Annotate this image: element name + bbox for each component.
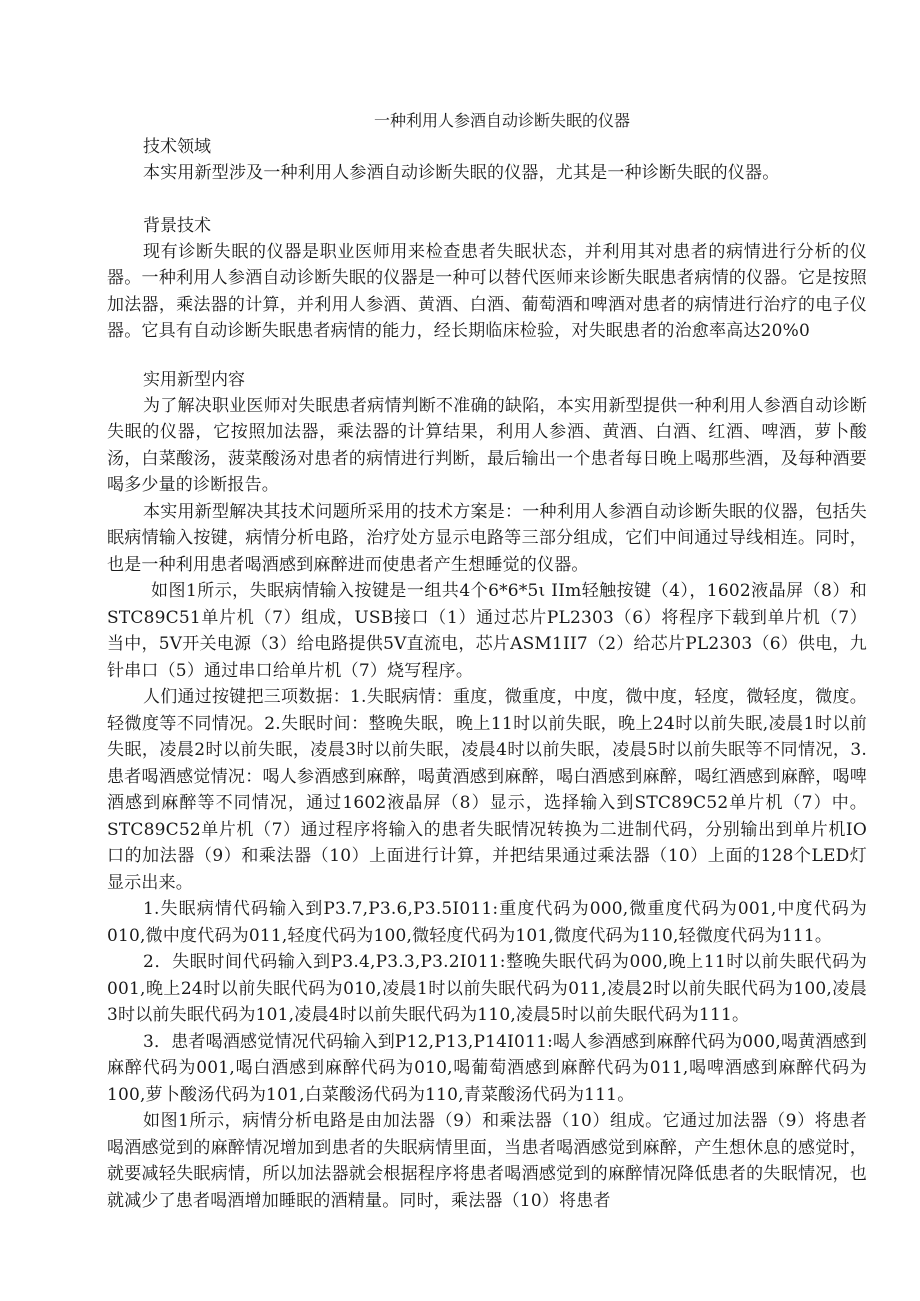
paragraph-field: 本实用新型涉及一种利用人参酒自动诊断失眠的仪器，尤其是一种诊断失眠的仪器。 — [143, 163, 780, 183]
paragraph-code-list-3: 3．患者喝酒感觉情况代码输入到P12,P13,P14I011:喝人参酒感到麻醉代码为000,喝黄酒感到麻醉代码为001,喝白酒感到麻醉代码为010,喝葡萄酒感到麻醉代码为011,喝啤酒感到麻醉代码为100,萝卜酸汤代码为101,白菜酸汤代码为110,青菜酸汤代码为111。 — [107, 1031, 867, 1105]
paragraph-content-8: 如图1所示，病情分析电路是由加法器（9）和乘法器（10）组成。它通过加法器（9）将患者喝酒感觉到的麻醉情况增加到患者的失眠病情里面，当患者喝酒感觉到麻醉，产生想休息的感觉时，就要减轻失眠病情，所以加法器就会根据程序将患者喝酒感觉到的麻醉情况降低患者的失眠情况，也就减少了患者喝酒增加睡眠的酒精量。同时，乘法器（10）将患者 — [107, 1111, 867, 1211]
section-heading-content: 实用新型内容 — [143, 369, 245, 390]
section-spacer — [107, 187, 867, 213]
paragraph-code-list-2: 2．失眠时间代码输入到P3.4,P3.3,P3.2I011:整晚失眠代码为000,晚上11时以前失眠代码为001,晚上24时以前失眠代码为010,凌晨1时以前失眠代码为011,凌晨2时以前失眠代码为100,凌晨3时以前失眠代码为101,凌晨4时以前失眠代码为110,凌晨5时以前失眠代码为111。 — [107, 952, 867, 1025]
section-heading-field: 技术领域 — [143, 137, 211, 157]
paragraph-background: 现有诊断失眠的仪器是职业医师用来检查患者失眠状态，并利用其对患者的病情进行分析的仪器。一种利用人参酒自动诊断失眠的仪器是一种可以替代医师来诊断失眠患者病情的仪器。它是按照加法器，乘法器的计算，并利用人参酒、黄酒、白酒、葡萄酒和啤酒对患者的病情进行治疗的电子仪器。它具有自动诊断失眠患者病情的能力，经长期临床检验，对失眠患者的治愈率高达20%0 — [107, 241, 867, 341]
paragraph-content-1: 为了解决职业医师对失眠患者病情判断不准确的缺陷，本实用新型提供一种利用人参酒自动诊断失眠的仪器，它按照加法器，乘法器的计算结果，利用人参酒、黄酒、白酒、红酒、啤酒，萝卜酸汤，白菜酸汤，菠菜酸汤对患者的病情进行判断，最后输出一个患者每日晚上喝那些酒，及每种酒要喝多少量的诊断报告。 — [107, 395, 867, 495]
document-title: 一种利用人参酒自动诊断失眠的仪器 — [373, 111, 630, 130]
section-spacer — [107, 345, 867, 367]
document-page — [107, 108, 867, 1214]
paragraph-content-4: 人们通过按键把三项数据：1.失眠病情：重度，微重度，中度，微中度，轻度，微轻度，微度。轻微度等不同情况。2.失眠时间：整晚失眠，晚上11时以前失眠，晚上24时以前失眠,凌晨1时以前失眠，凌晨2时以前失眠，凌晨3时以前失眠，凌晨4时以前失眠，凌晨5时以前失眠等不同情况，3.患者喝酒感觉情况：喝人参酒感到麻醉，喝黄酒感到麻醉，喝白酒感到麻醉，喝红酒感到麻醉，喝啤酒感到麻醉等不同情况，通过1602液晶屏（8）显示，选择输入到STC89C52单片机（7）中。STC89C52单片机（7）通过程序将输入的患者失眠情况转换为二进制代码，分别输出到单片机IO口的加法器（9）和乘法器（10）上面进行计算，并把结果通过乘法器（10）上面的128个LED灯显示出来。 — [107, 687, 867, 893]
section-heading-background: 背景技术 — [143, 215, 211, 236]
paragraph-content-2: 本实用新型解决其技术问题所采用的技术方案是：一种利用人参酒自动诊断失眠的仪器，包括失眠病情输入按键，病情分析电路，治疗处方显示电路等三部分组成，它们中间通过导线相连。同时，也是一种利用患者喝酒感到麻醉进而使患者产生想睡觉的仪器。 — [107, 501, 867, 575]
paragraph-content-3: 如图1所示，失眠病情输入按键是一组共4个6*6*5ι IIm轻触按键（4），1602液晶屏（8）和STC89C51单片机（7）组成，USB接口（1）通过芯片PL2303（6）将程序下载到单片机（7）当中，5V开关电源（3）给电路提供5V直流电，芯片ASM1II7（2）给芯片PL2303（6）供电，九针串口（5）通过串口给单片机（7）烧写程序。 — [107, 581, 867, 681]
paragraph-code-list-1: 1.失眠病情代码输入到P3.7,P3.6,P3.5I011:重度代码为000,微重度代码为001,中度代码为010,微中度代码为011,轻度代码为100,微轻度代码为101,微度代码为110,轻微度代码为111。 — [107, 899, 867, 946]
